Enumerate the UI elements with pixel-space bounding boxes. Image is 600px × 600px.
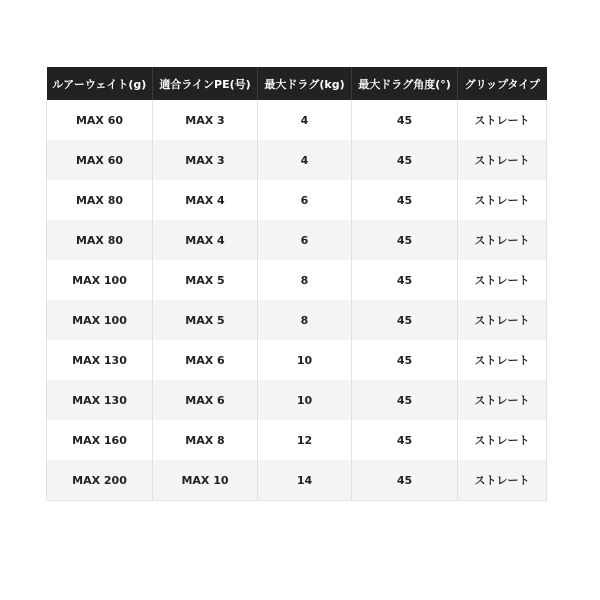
- cell-grip-type: ストレート: [458, 340, 547, 380]
- cell-line-pe: MAX 10: [153, 460, 258, 501]
- cell-line-pe: MAX 8: [153, 420, 258, 460]
- cell-max-drag-angle: 45: [352, 340, 458, 380]
- cell-grip-type: ストレート: [458, 260, 547, 300]
- cell-line-pe: MAX 3: [153, 100, 258, 140]
- spec-table-container: [46, 67, 546, 501]
- spec-table-body: [47, 100, 547, 501]
- cell-max-drag-angle: 45: [352, 180, 458, 220]
- cell-max-drag: 10: [258, 340, 352, 380]
- cell-max-drag: 12: [258, 420, 352, 460]
- cell-max-drag: 4: [258, 100, 352, 140]
- cell-grip-type: ストレート: [458, 180, 547, 220]
- cell-grip-type: ストレート: [458, 380, 547, 420]
- cell-grip-type: ストレート: [458, 140, 547, 180]
- cell-max-drag: 14: [258, 460, 352, 501]
- cell-line-pe: MAX 4: [153, 220, 258, 260]
- cell-max-drag: 10: [258, 380, 352, 420]
- header-line-pe: 適合ラインPE(号): [153, 67, 258, 100]
- cell-lure-weight: MAX 60: [47, 140, 153, 180]
- cell-line-pe: MAX 5: [153, 260, 258, 300]
- cell-max-drag: 4: [258, 140, 352, 180]
- cell-max-drag-angle: 45: [352, 220, 458, 260]
- cell-line-pe: MAX 4: [153, 180, 258, 220]
- cell-max-drag-angle: 45: [352, 420, 458, 460]
- cell-max-drag: 8: [258, 300, 352, 340]
- cell-lure-weight: MAX 130: [47, 380, 153, 420]
- cell-grip-type: ストレート: [458, 100, 547, 140]
- cell-lure-weight: MAX 60: [47, 100, 153, 140]
- header-lure-weight: ルアーウェイト(g): [47, 67, 153, 100]
- table-row: [47, 420, 547, 460]
- cell-lure-weight: MAX 200: [47, 460, 153, 501]
- cell-lure-weight: MAX 80: [47, 220, 153, 260]
- cell-lure-weight: MAX 80: [47, 180, 153, 220]
- table-row: [47, 340, 547, 380]
- cell-line-pe: MAX 5: [153, 300, 258, 340]
- table-row: [47, 100, 547, 140]
- cell-lure-weight: MAX 100: [47, 260, 153, 300]
- cell-max-drag-angle: 45: [352, 100, 458, 140]
- cell-max-drag: 6: [258, 180, 352, 220]
- table-row: [47, 380, 547, 420]
- cell-lure-weight: MAX 130: [47, 340, 153, 380]
- cell-grip-type: ストレート: [458, 460, 547, 501]
- cell-line-pe: MAX 6: [153, 380, 258, 420]
- cell-line-pe: MAX 6: [153, 340, 258, 380]
- cell-max-drag-angle: 45: [352, 140, 458, 180]
- header-grip-type: グリップタイプ: [458, 67, 547, 100]
- cell-line-pe: MAX 3: [153, 140, 258, 180]
- cell-lure-weight: MAX 160: [47, 420, 153, 460]
- spec-table-header: [47, 67, 547, 100]
- table-row: [47, 260, 547, 300]
- table-row: [47, 460, 547, 501]
- cell-max-drag: 6: [258, 220, 352, 260]
- table-row: [47, 220, 547, 260]
- cell-grip-type: ストレート: [458, 420, 547, 460]
- spec-table: [46, 67, 547, 501]
- cell-grip-type: ストレート: [458, 220, 547, 260]
- cell-grip-type: ストレート: [458, 300, 547, 340]
- table-row: [47, 300, 547, 340]
- header-row: [47, 67, 547, 100]
- table-row: [47, 180, 547, 220]
- cell-max-drag-angle: 45: [352, 380, 458, 420]
- table-row: [47, 140, 547, 180]
- cell-max-drag-angle: 45: [352, 260, 458, 300]
- cell-lure-weight: MAX 100: [47, 300, 153, 340]
- cell-max-drag: 8: [258, 260, 352, 300]
- header-max-drag: 最大ドラグ(kg): [258, 67, 352, 100]
- cell-max-drag-angle: 45: [352, 300, 458, 340]
- cell-max-drag-angle: 45: [352, 460, 458, 501]
- header-max-drag-angle: 最大ドラグ角度(°): [352, 67, 458, 100]
